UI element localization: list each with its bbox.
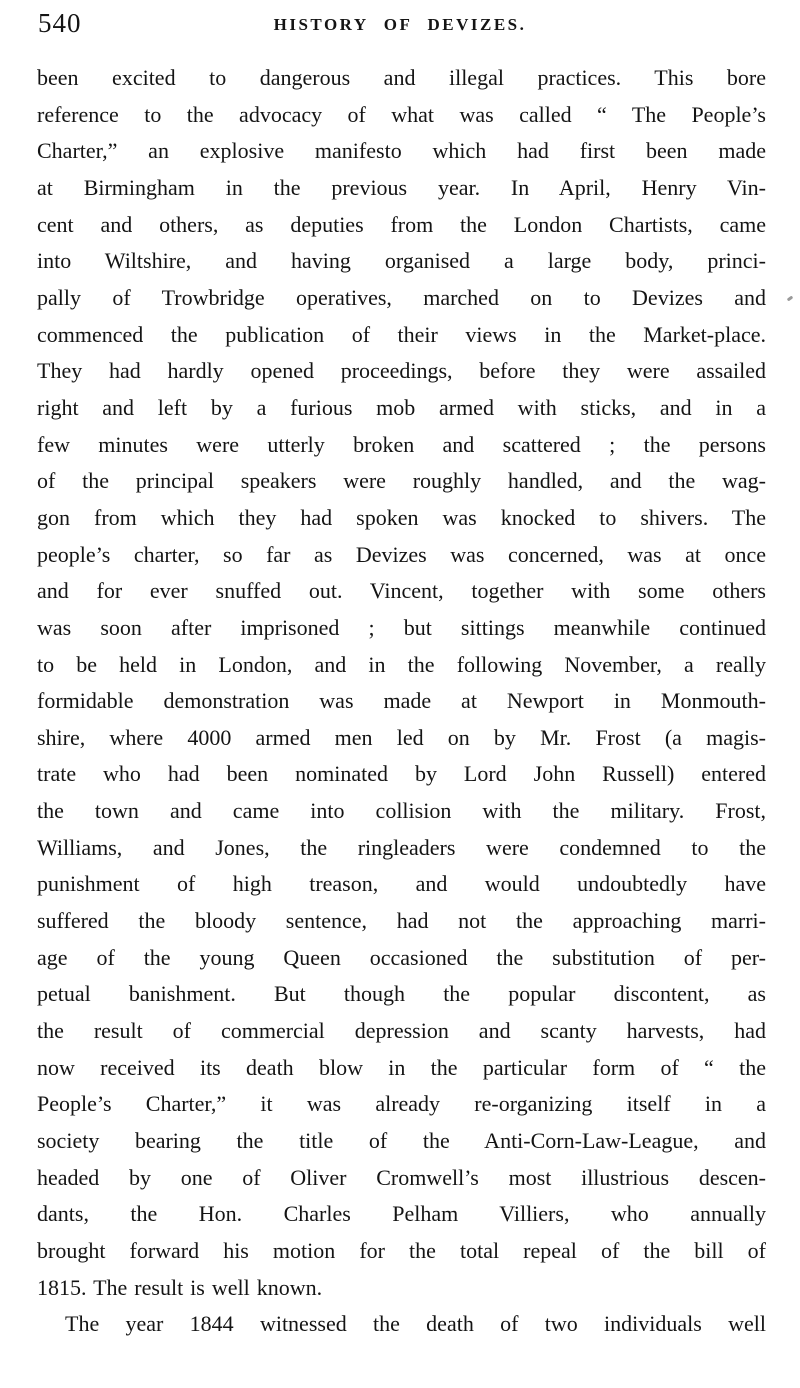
text-line: the town and came into collision with the military. Frost, [37,798,766,824]
text-line: 1815. The result is well known. [37,1274,323,1300]
text-line: cent and others, as deputies from the London Chartists, came [37,211,766,237]
page-number: 540 [38,8,82,38]
text-line: They had hardly opened proceedings, before they were assailed [37,358,766,384]
page-header [0,6,800,46]
text-line: of the principal speakers were roughly handled, and the wag- [37,468,766,494]
text-line: gon from which they had spoken was knocked to shivers. The [37,504,766,530]
text-line: been excited to dangerous and illegal practices. This bore [37,65,766,90]
page-body [37,60,766,1343]
text-line: was soon after imprisoned ; but sittings meanwhile continued [37,614,766,640]
text-line: and for ever snuffed out. Vincent, together with some others [37,578,766,604]
text-line: Charter,” an explosive manifesto which had first been made [37,138,766,164]
scan-speck-artifact [787,296,794,302]
text-line: reference to the advocacy of what was called “ The People’s [37,101,766,127]
text-line: shire, where 4000 armed men led on by Mr. Frost (a magis- [37,724,766,750]
text-line: headed by one of Oliver Cromwell’s most illustrious descen- [37,1164,766,1190]
text-line: right and left by a furious mob armed with sticks, and in a [37,394,766,420]
text-line: to be held in London, and in the following November, a really [37,651,766,677]
text-line: into Wiltshire, and having organised a large body, princi- [37,248,766,274]
text-line: society bearing the title of the Anti-Corn-Law-League, and [37,1128,766,1154]
text-line: Williams, and Jones, the ringleaders were condemned to the [37,834,766,860]
text-line: dants, the Hon. Charles Pelham Villiers, who annually [37,1201,766,1227]
text-line: few minutes were utterly broken and scattered ; the persons [37,431,766,457]
text-line: at Birmingham in the previous year. In April, Henry Vin- [37,174,766,200]
text-line: petual banishment. But though the popular discontent, as [37,981,766,1007]
text-line: brought forward his motion for the total repeal of the bill of [37,1238,766,1263]
text-line: age of the young Queen occasioned the substitution of per- [37,944,766,970]
text-line: punishment of high treason, and would undoubtedly have [37,871,766,897]
text-line: now received its death blow in the particular form of “ the [37,1054,766,1080]
text-line: formidable demonstration was made at Newport in Monmouth- [37,688,766,714]
text-line: people’s charter, so far as Devizes was concerned, was at once [37,541,766,567]
text-line: commenced the publication of their views in the Market-place. [37,321,766,347]
text-line: The year 1844 witnessed the death of two individuals well [65,1311,766,1337]
text-line: pally of Trowbridge operatives, marched on to Devizes and [37,284,766,310]
text-line: suffered the bloody sentence, had not the approaching marri- [37,908,766,934]
text-line: trate who had been nominated by Lord John Russell) entered [37,761,766,787]
running-title: HISTORY OF DEVIZES. [273,15,527,34]
text-line: People’s Charter,” it was already re-organizing itself in a [37,1091,766,1117]
text-line: the result of commercial depression and scanty harvests, had [37,1018,766,1044]
